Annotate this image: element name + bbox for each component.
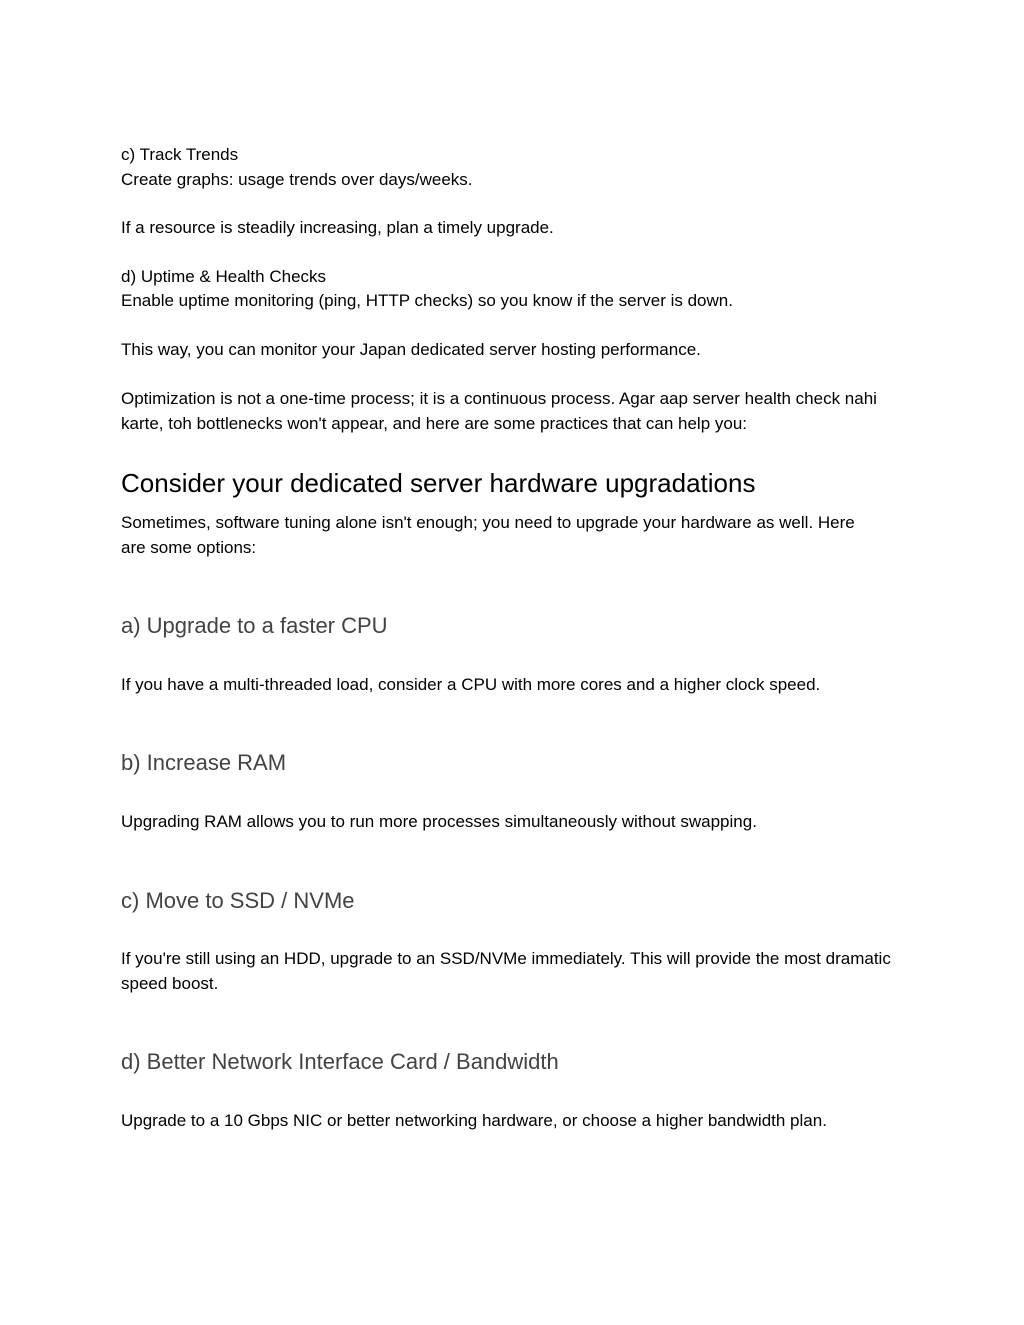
subheading: c) Move to SSD / NVMe (121, 888, 355, 913)
paragraph: Upgrade to a 10 Gbps NIC or better networking hardware, or choose a higher bandwidth plan. (121, 1111, 827, 1130)
paragraph: This way, you can monitor your Japan dedicated server hosting performance. (121, 340, 701, 359)
subheading: b) Increase RAM (121, 750, 287, 775)
subheading: d) Better Network Interface Card / Bandwidth (121, 1049, 559, 1074)
paragraph: d) Uptime & Health Checks (121, 267, 327, 286)
paragraph: Optimization is not a one-time process; it is a continuous process. Agar aap server health check nahi karte, toh bottlenecks won't appear, and here are some practices that can help you: (121, 389, 877, 433)
paragraph: c) Track Trends (121, 145, 239, 164)
paragraph: If you have a multi-threaded load, consider a CPU with more cores and a higher clock speed. (121, 675, 821, 694)
subheading: a) Upgrade to a faster CPU (121, 613, 388, 638)
paragraph: Sometimes, software tuning alone isn't enough; you need to upgrade your hardware as well. Here are some options: (121, 513, 855, 557)
paragraph: Upgrading RAM allows you to run more processes simultaneously without swapping. (121, 812, 757, 831)
section-heading: Consider your dedicated server hardware upgradations (121, 468, 756, 498)
paragraph: If you're still using an HDD, upgrade to an SSD/NVMe immediately. This will provide the most dramatic speed boost. (121, 949, 891, 993)
paragraph: Enable uptime monitoring (ping, HTTP checks) so you know if the server is down. (121, 291, 733, 310)
paragraph: Create graphs: usage trends over days/weeks. (121, 170, 473, 189)
paragraph: If a resource is steadily increasing, plan a timely upgrade. (121, 218, 554, 237)
